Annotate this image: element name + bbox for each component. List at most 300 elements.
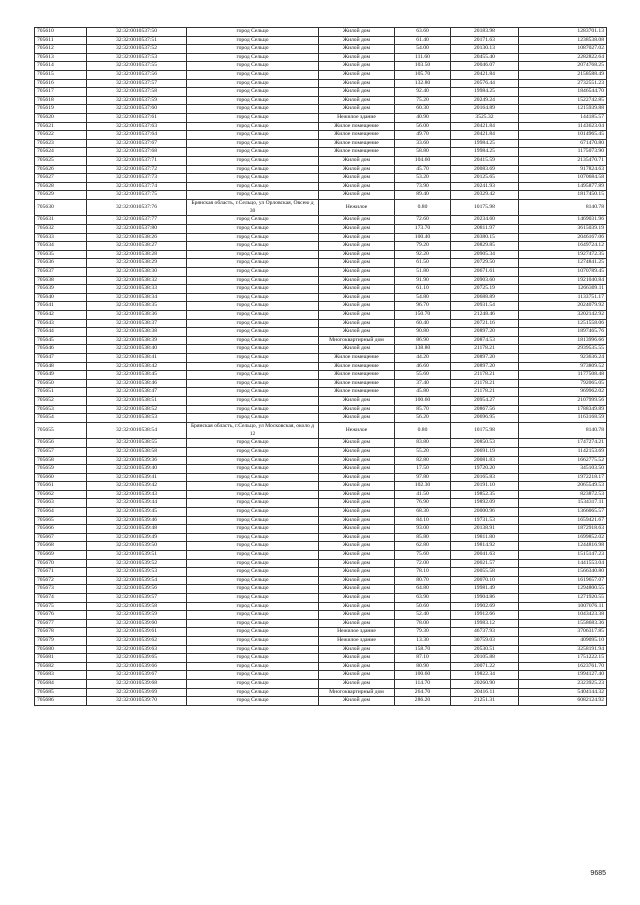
specific-value-cell: 20421.84 [451,122,519,131]
specific-value-cell: 19814.92 [451,542,519,551]
specific-value-cell: 20897.20 [451,353,519,362]
specific-value-cell: 21178.21 [451,388,519,397]
row-number-cell: 705685 [35,688,87,697]
row-number-cell: 705651 [35,388,87,397]
object-type-cell: Жилой дом [319,345,395,354]
area-cell: 286.20 [395,697,451,706]
table-row [35,559,607,568]
area-cell: 54.00 [395,45,451,54]
cadastral-number-cell: 32:32:0010537:74 [87,182,187,191]
area-cell: 45.70 [395,165,451,174]
cadastral-number-cell: 32:32:0010537:67 [87,139,187,148]
cadastral-value-cell: 1649724.12 [519,242,607,251]
cadastral-value-cell: 1662775.52 [519,456,607,465]
cadastral-number-cell: 32:32:0010539:58 [87,602,187,611]
address-cell: город Сельцо [187,148,319,157]
specific-value-cell: 20130.13 [451,45,519,54]
cadastral-value-cell: 1143623.04 [519,122,607,131]
object-type-cell: Жилой дом [319,62,395,71]
area-cell: 96.70 [395,302,451,311]
area-cell: 83.80 [395,439,451,448]
cadastral-number-cell: 32:32:0010537:75 [87,191,187,200]
specific-value-cell: 20125.65 [451,174,519,183]
cadastral-number-cell: 32:32:0010537:58 [87,88,187,97]
table-row [35,602,607,611]
object-type-cell: Жилой дом [319,225,395,234]
cadastral-value-cell: 1972218.17 [519,473,607,482]
area-cell: 52.40 [395,611,451,620]
object-type-cell: Жилой дом [319,302,395,311]
address-cell: город Сельцо [187,654,319,663]
table-row [35,199,607,216]
address-cell: город Сельцо [187,285,319,294]
object-type-cell: Жилой дом [319,216,395,225]
cadastral-value-cell: 1817450.15 [519,191,607,200]
address-cell: город Сельцо [187,53,319,62]
specific-value-cell: 20416.11 [451,688,519,697]
cadastral-value-cell: 1266309.11 [519,285,607,294]
table-row [35,551,607,560]
object-type-cell: Жилой дом [319,268,395,277]
cadastral-value-cell: 969962.02 [519,388,607,397]
area-cell: 17.50 [395,465,451,474]
object-type-cell: Жилой дом [319,679,395,688]
address-cell: город Сельцо [187,182,319,191]
row-number-cell: 705644 [35,328,87,337]
table-row [35,414,607,423]
area-cell: 0.80 [395,199,451,216]
cadastral-value-cell: 1699852.02 [519,533,607,542]
cadastral-value-cell: 5404144.32 [519,688,607,697]
specific-value-cell: 20183.98 [451,28,519,37]
cadastral-value-cell: 409095.10 [519,636,607,645]
area-cell: 78.10 [395,568,451,577]
address-cell: город Сельцо [187,439,319,448]
area-cell: 58.80 [395,148,451,157]
address-cell: город Сельцо [187,533,319,542]
table-row [35,225,607,234]
row-number-cell: 705667 [35,533,87,542]
cadastral-number-cell: 32:32:0010537:68 [87,148,187,157]
object-type-cell: Жилой дом [319,645,395,654]
address-cell: город Сельцо [187,551,319,560]
area-cell: 78.00 [395,619,451,628]
address-cell: город Сельцо [187,568,319,577]
object-type-cell: Жилое помещение [319,353,395,362]
address-cell: город Сельцо [187,36,319,45]
table-row [35,293,607,302]
cadastral-value-cell: 823872.53 [519,490,607,499]
cadastral-value-cell: 2074768.25 [519,62,607,71]
address-cell: город Сельцо [187,559,319,568]
table-body [35,28,607,706]
table-row [35,268,607,277]
object-type-cell: Жилой дом [319,456,395,465]
cadastral-number-cell: 32:32:0010538:30 [87,268,187,277]
table-row [35,165,607,174]
cadastral-number-cell: 32:32:0010539:53 [87,568,187,577]
area-cell: 51.80 [395,268,451,277]
cadastral-value-cell: 1274841.25 [519,259,607,268]
specific-value-cell: 46737.93 [451,628,519,637]
cadastral-value-cell: 2135470.71 [519,156,607,165]
area-cell: 89.40 [395,191,451,200]
table-row [35,174,607,183]
table-row [35,191,607,200]
table-row [35,88,607,97]
cadastral-value-cell: 8140.78 [519,199,607,216]
area-cell: 40.90 [395,113,451,122]
cadastral-value-cell: 1846544.70 [519,88,607,97]
table-row [35,79,607,88]
address-cell: город Сельцо [187,165,319,174]
specific-value-cell: 19984.25 [451,88,519,97]
address-cell: город Сельцо [187,225,319,234]
cadastral-value-cell: 792065.05 [519,379,607,388]
cadastral-number-cell: 32:32:0010538:39 [87,336,187,345]
area-cell: 102.30 [395,482,451,491]
object-type-cell: Жилой дом [319,285,395,294]
object-type-cell: Жилой дом [319,70,395,79]
table-row [35,259,607,268]
row-number-cell: 705622 [35,131,87,140]
object-type-cell: Жилой дом [319,259,395,268]
object-type-cell: Жилой дом [319,28,395,37]
cadastral-number-cell: 32:32:0010537:53 [87,53,187,62]
address-cell: город Сельцо [187,113,319,122]
row-number-cell: 705658 [35,456,87,465]
table-row [35,182,607,191]
specific-value-cell: 20811.97 [451,225,519,234]
specific-value-cell: 20000.96 [451,508,519,517]
row-number-cell: 705629 [35,191,87,200]
object-type-cell: Жилой дом [319,473,395,482]
address-cell: город Сельцо [187,96,319,105]
table-row [35,70,607,79]
address-cell: город Сельцо [187,456,319,465]
cadastral-value-cell: 1014965.45 [519,131,607,140]
specific-value-cell: 20721.16 [451,319,519,328]
area-cell: 61.40 [395,36,451,45]
cadastral-number-cell: 32:32:0010538:38 [87,328,187,337]
cadastral-number-cell: 32:32:0010537:77 [87,216,187,225]
address-cell: город Сельцо [187,268,319,277]
area-cell: 132.80 [395,79,451,88]
area-cell: 86.90 [395,336,451,345]
row-number-cell: 705682 [35,662,87,671]
address-cell: город Сельцо [187,576,319,585]
address-cell: город Сельцо [187,396,319,405]
cadastral-value-cell: 1927472.35 [519,250,607,259]
address-cell: город Сельцо [187,336,319,345]
object-type-cell: Жилой дом [319,447,395,456]
cadastral-number-cell: 32:32:0010538:29 [87,259,187,268]
object-type-cell: Жилой дом [319,36,395,45]
cadastral-number-cell: 32:32:0010537:61 [87,113,187,122]
address-cell: город Сельцо [187,388,319,397]
cadastral-number-cell: 32:32:0010539:45 [87,508,187,517]
specific-value-cell: 20191.10 [451,482,519,491]
table-row [35,679,607,688]
specific-value-cell: 30759.03 [451,636,519,645]
row-number-cell: 705632 [35,225,87,234]
object-type-cell: Жилой дом [319,542,395,551]
cadastral-number-cell: 32:32:0010539:63 [87,645,187,654]
specific-value-cell: 3525.32 [451,113,519,122]
cadastral-number-cell: 32:32:0010537:64 [87,131,187,140]
area-cell: 92.40 [395,88,451,97]
area-cell: 85.80 [395,533,451,542]
address-cell: город Сельцо [187,645,319,654]
cadastral-value-cell: 1872918.63 [519,525,607,534]
row-number-cell: 705674 [35,594,87,603]
cadastral-value-cell: 923636.24 [519,353,607,362]
specific-value-cell: 20903.60 [451,276,519,285]
object-type-cell: Жилой дом [319,156,395,165]
cadastral-number-cell: 32:32:0010539:54 [87,576,187,585]
cadastral-value-cell: 1070684.58 [519,174,607,183]
table-row [35,62,607,71]
cadastral-number-cell: 32:32:0010538:35 [87,302,187,311]
address-cell: город Сельцо [187,697,319,706]
specific-value-cell: 20070.10 [451,576,519,585]
cadastral-value-cell: 1142153.69 [519,447,607,456]
address-cell: город Сельцо [187,671,319,680]
row-number-cell: 705652 [35,396,87,405]
row-number-cell: 705636 [35,259,87,268]
specific-value-cell: 19904.86 [451,594,519,603]
address-cell: город Сельцо [187,302,319,311]
row-number-cell: 705659 [35,465,87,474]
address-cell: город Сельцо [187,405,319,414]
cadastral-number-cell: 32:32:0010539:46 [87,516,187,525]
row-number-cell: 705668 [35,542,87,551]
table-row [35,516,607,525]
cadastral-number-cell: 32:32:0010539:70 [87,697,187,706]
object-type-cell: Жилое помещение [319,379,395,388]
cadastral-number-cell: 32:32:0010539:62 [87,636,187,645]
cadastral-value-cell: 1813996.66 [519,336,607,345]
cadastral-number-cell: 32:32:0010538:26 [87,233,187,242]
object-type-cell: Жилой дом [319,182,395,191]
area-cell: 100.40 [395,233,451,242]
cadastral-number-cell: 32:32:0010537:56 [87,70,187,79]
area-cell: 61.10 [395,285,451,294]
cadastral-number-cell: 32:32:0010538:32 [87,276,187,285]
address-cell: город Сельцо [187,508,319,517]
address-cell: город Сельцо [187,156,319,165]
row-number-cell: 705665 [35,516,87,525]
cadastral-value-cell: 144185.57 [519,113,607,122]
address-cell: город Сельцо [187,45,319,54]
address-cell: город Сельцо [187,465,319,474]
row-number-cell: 705670 [35,559,87,568]
table-row [35,499,607,508]
cadastral-number-cell: 32:32:0010539:50 [87,542,187,551]
table-row [35,28,607,37]
cadastral-number-cell: 32:32:0010537:80 [87,225,187,234]
specific-value-cell: 20729.50 [451,259,519,268]
object-type-cell: Нежилое здание [319,628,395,637]
object-type-cell: Жилой дом [319,233,395,242]
specific-value-cell: 10175.98 [451,422,519,439]
cadastral-number-cell: 32:32:0010539:48 [87,525,187,534]
object-type-cell: Жилой дом [319,396,395,405]
cadastral-value-cell: 1623761.70 [519,662,607,671]
cadastral-value-cell: 1659421.67 [519,516,607,525]
object-type-cell: Жилой дом [319,602,395,611]
table-row [35,233,607,242]
area-cell: 50.60 [395,602,451,611]
cadastral-value-cell: 1495877.89 [519,182,607,191]
area-cell: 60.40 [395,319,451,328]
object-type-cell: Жилой дом [319,105,395,114]
row-number-cell: 705664 [35,508,87,517]
cadastral-value-cell: 1283701.13 [519,28,607,37]
table-row [35,533,607,542]
table-row [35,405,607,414]
object-type-cell: Жилой дом [319,654,395,663]
row-number-cell: 705673 [35,585,87,594]
specific-value-cell: 20415.59 [451,156,519,165]
area-cell: 55.60 [395,371,451,380]
area-cell: 13.30 [395,636,451,645]
area-cell: 105.70 [395,70,451,79]
table-row [35,542,607,551]
table-row [35,525,607,534]
cadastral-value-cell: 1175073.90 [519,148,607,157]
object-type-cell: Жилой дом [319,697,395,706]
area-cell: 49.70 [395,131,451,140]
row-number-cell: 705615 [35,70,87,79]
object-type-cell: Жилой дом [319,482,395,491]
cadastral-number-cell: 32:32:0010538:33 [87,285,187,294]
cadastral-value-cell: 1441553.04 [519,559,607,568]
area-cell: 64.80 [395,585,451,594]
object-type-cell: Жилой дом [319,465,395,474]
address-cell: город Сельцо [187,490,319,499]
object-type-cell: Жилой дом [319,576,395,585]
row-number-cell: 705671 [35,568,87,577]
object-type-cell: Многоквартирный дом [319,336,395,345]
cadastral-number-cell: 32:32:0010538:41 [87,353,187,362]
cadastral-number-cell: 32:32:0010539:42 [87,482,187,491]
table-row [35,568,607,577]
address-cell: город Сельцо [187,482,319,491]
address-cell: город Сельцо [187,105,319,114]
row-number-cell: 705618 [35,96,87,105]
address-cell: город Сельцо [187,345,319,354]
specific-value-cell: 20867.56 [451,405,519,414]
address-cell: город Сельцо [187,542,319,551]
specific-value-cell: 21178.21 [451,379,519,388]
table-row [35,379,607,388]
cadastral-number-cell: 32:32:0010538:47 [87,388,187,397]
row-number-cell: 705677 [35,619,87,628]
row-number-cell: 705610 [35,28,87,37]
specific-value-cell: 20041.63 [451,551,519,560]
row-number-cell: 705656 [35,439,87,448]
specific-value-cell: 20241.93 [451,182,519,191]
specific-value-cell: 20260.90 [451,679,519,688]
cadastral-number-cell: 32:32:0010538:40 [87,345,187,354]
object-type-cell: Жилой дом [319,45,395,54]
row-number-cell: 705654 [35,414,87,423]
row-number-cell: 705666 [35,525,87,534]
cadastral-value-cell: 1133751.17 [519,293,607,302]
cadastral-value-cell: 1469031.96 [519,216,607,225]
object-type-cell: Жилой дом [319,671,395,680]
area-cell: 80.70 [395,576,451,585]
cadastral-value-cell: 8140.78 [519,422,607,439]
cadastral-number-cell: 32:32:0010538:27 [87,242,187,251]
table-row [35,594,607,603]
specific-value-cell: 19902.69 [451,602,519,611]
address-cell: город Сельцо [187,131,319,140]
table-row [35,336,607,345]
object-type-cell: Жилой дом [319,499,395,508]
row-number-cell: 705679 [35,636,87,645]
cadastral-value-table [34,27,607,706]
cadastral-number-cell: 32:32:0010538:51 [87,396,187,405]
specific-value-cell: 20576.44 [451,79,519,88]
address-cell: город Сельцо [187,242,319,251]
cadastral-number-cell: 32:32:0010539:40 [87,465,187,474]
row-number-cell: 705633 [35,233,87,242]
cadastral-number-cell: 32:32:0010539:36 [87,456,187,465]
table-row [35,105,607,114]
object-type-cell: Жилой дом [319,191,395,200]
object-type-cell: Жилой дом [319,96,395,105]
table-row [35,482,607,491]
area-cell: 44.20 [395,353,451,362]
object-type-cell: Жилое помещение [319,139,395,148]
specific-value-cell: 20055.58 [451,568,519,577]
table-row [35,611,607,620]
area-cell: 63.60 [395,28,451,37]
specific-value-cell: 20905.34 [451,250,519,259]
specific-value-cell: 20829.85 [451,242,519,251]
address-cell: город Сельцо [187,636,319,645]
row-number-cell: 705662 [35,490,87,499]
row-number-cell: 705623 [35,139,87,148]
cadastral-value-cell: 1251558.06 [519,319,607,328]
area-cell: 60.30 [395,105,451,114]
address-cell: город Сельцо [187,250,319,259]
row-number-cell: 705611 [35,36,87,45]
address-cell: город Сельцо [187,139,319,148]
cadastral-number-cell: 32:32:0010537:57 [87,79,187,88]
specific-value-cell: 21178.21 [451,345,519,354]
table-row [35,473,607,482]
cadastral-value-cell: 6082124.92 [519,697,607,706]
specific-value-cell: 20083.69 [451,165,519,174]
table-row [35,636,607,645]
cadastral-number-cell: 32:32:0010539:41 [87,473,187,482]
table-row [35,585,607,594]
area-cell: 87.10 [395,654,451,663]
table-row [35,388,607,397]
table-row [35,276,607,285]
row-number-cell: 705660 [35,473,87,482]
address-cell: город Сельцо [187,611,319,620]
table-row [35,619,607,628]
row-number-cell: 705675 [35,602,87,611]
object-type-cell: Нежилое [319,422,395,439]
row-number-cell: 705645 [35,336,87,345]
row-number-cell: 705648 [35,362,87,371]
address-cell: город Сельцо [187,62,319,71]
